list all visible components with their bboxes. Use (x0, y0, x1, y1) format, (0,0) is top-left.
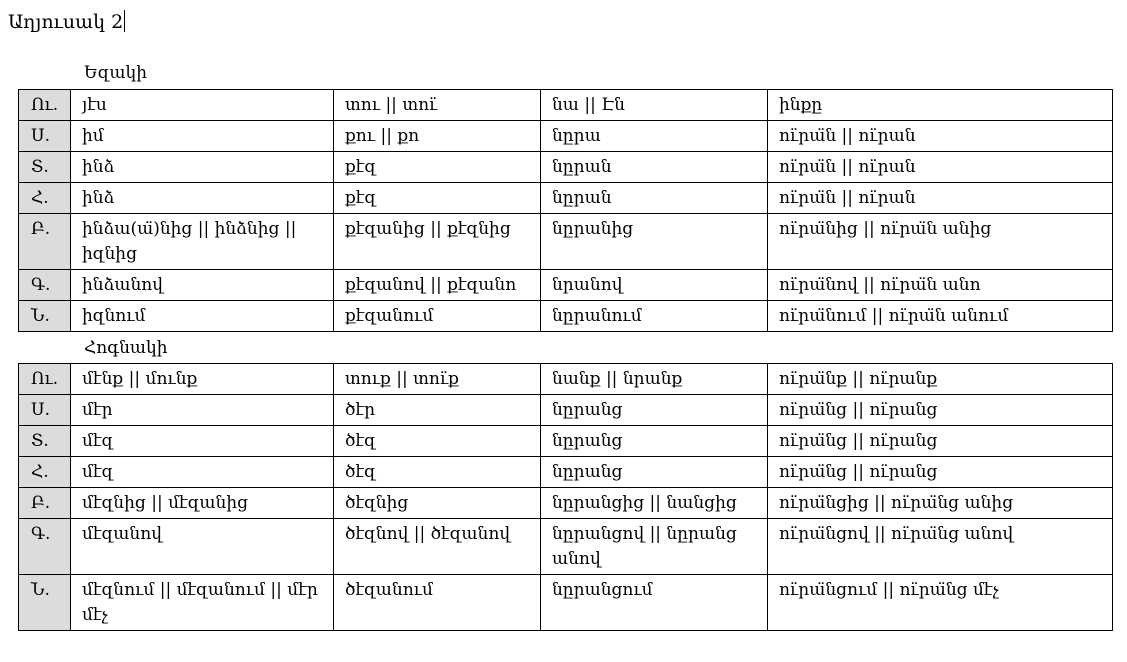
pronoun-form-cell: քէզանում (334, 301, 541, 332)
case-label-cell: Ն. (19, 575, 71, 631)
pronoun-form-cell: ու̈րա̈նում || ու̈րա̈ն անում (768, 301, 1113, 332)
pronoun-form-cell: ծէզ (334, 457, 541, 488)
case-label-cell: Ս. (19, 395, 71, 426)
pronoun-form-cell: մէզանով (71, 519, 334, 575)
pronoun-form-cell: տու || տու̈ (334, 90, 541, 121)
case-label-cell: Ու. (19, 364, 71, 395)
plural-declension-table (18, 363, 1113, 631)
singular-declension-table (18, 89, 1113, 332)
pronoun-form-cell: մէզնից || մէզանից (71, 488, 334, 519)
document-title-text: Աղյուսակ 2 (8, 11, 124, 33)
section-caption-singular: Եզակի (84, 63, 147, 83)
table-row (19, 488, 1113, 519)
pronoun-form-cell: նըրան (541, 152, 768, 183)
pronoun-form-cell: ու̈րա̈ն || ու̈րան (768, 152, 1113, 183)
case-label-cell: Տ. (19, 426, 71, 457)
pronoun-form-cell: քէզանից || քէզնից (334, 214, 541, 270)
pronoun-form-cell: իզնում (71, 301, 334, 332)
pronoun-form-cell: նա || Էն (541, 90, 768, 121)
pronoun-form-cell: նըրա (541, 121, 768, 152)
case-label-cell: Հ. (19, 457, 71, 488)
pronoun-form-cell: նրանով (541, 270, 768, 301)
pronoun-form-cell: նըրանում (541, 301, 768, 332)
pronoun-form-cell: քէզ (334, 183, 541, 214)
pronoun-form-cell: ու̈րա̈ն || ու̈րան (768, 121, 1113, 152)
pronoun-form-cell: նըրանց (541, 395, 768, 426)
pronoun-form-cell: նըրան (541, 183, 768, 214)
section-caption-plural: Հոգնակի (84, 338, 168, 358)
pronoun-form-cell: ու̈րա̈ն || ու̈րան (768, 183, 1113, 214)
document-title[interactable] (8, 10, 125, 34)
plural-table-body (19, 364, 1113, 631)
pronoun-form-cell: յէս (71, 90, 334, 121)
case-label-cell: Ս. (19, 121, 71, 152)
pronoun-form-cell: ու̈րա̈նց || ու̈րանց (768, 395, 1113, 426)
pronoun-form-cell: ծէզնից (334, 488, 541, 519)
table-row (19, 575, 1113, 631)
pronoun-form-cell: մէր (71, 395, 334, 426)
case-label-cell: Բ. (19, 214, 71, 270)
pronoun-form-cell: ու̈րա̈նց || ու̈րանց (768, 457, 1113, 488)
pronoun-form-cell: ինձ (71, 183, 334, 214)
pronoun-form-cell: ու̈րա̈նք || ու̈րանք (768, 364, 1113, 395)
case-label-cell: Տ. (19, 152, 71, 183)
pronoun-form-cell: մէզ (71, 457, 334, 488)
case-label-cell: Հ. (19, 183, 71, 214)
pronoun-form-cell: նըրանցում (541, 575, 768, 631)
table-row (19, 395, 1113, 426)
pronoun-form-cell: ծէզանում (334, 575, 541, 631)
pronoun-form-cell: ինձա(ա̈)նից || ինձնից || իզնից (71, 214, 334, 270)
table-row (19, 457, 1113, 488)
pronoun-form-cell: ու̈րա̈նցում || ու̈րա̈նց մէչ (768, 575, 1113, 631)
pronoun-form-cell: ծէզնով || ծէզանով (334, 519, 541, 575)
pronoun-form-cell: ինձ (71, 152, 334, 183)
table-row (19, 90, 1113, 121)
pronoun-form-cell: իմ (71, 121, 334, 152)
table-row (19, 183, 1113, 214)
table-row (19, 301, 1113, 332)
pronoun-form-cell: նըրանցից || նանցից (541, 488, 768, 519)
pronoun-form-cell: քէզանով || քէզանո (334, 270, 541, 301)
pronoun-form-cell: նըրանց (541, 457, 768, 488)
pronoun-form-cell: մէնք || մունք (71, 364, 334, 395)
table-row (19, 214, 1113, 270)
table-row (19, 121, 1113, 152)
pronoun-form-cell: ծէր (334, 395, 541, 426)
table-row (19, 270, 1113, 301)
pronoun-form-cell: մէզ (71, 426, 334, 457)
case-label-cell: Գ. (19, 270, 71, 301)
pronoun-form-cell: ու̈րա̈նից || ու̈րա̈ն անից (768, 214, 1113, 270)
pronoun-form-cell: ծէզ (334, 426, 541, 457)
pronoun-form-cell: ու̈րա̈նց || ու̈րանց (768, 426, 1113, 457)
pronoun-form-cell: ու̈րա̈նցով || ու̈րա̈նց անով (768, 519, 1113, 575)
pronoun-form-cell: ու̈րա̈նով || ու̈րա̈ն անո (768, 270, 1113, 301)
case-label-cell: Ու. (19, 90, 71, 121)
pronoun-form-cell: նըրանց (541, 426, 768, 457)
pronoun-form-cell: ինձանով (71, 270, 334, 301)
pronoun-form-cell: ու̈րա̈նցից || ու̈րա̈նց անից (768, 488, 1113, 519)
pronoun-form-cell: մէզնում || մէզանում || մէր մէչ (71, 575, 334, 631)
pronoun-form-cell: քէզ (334, 152, 541, 183)
case-label-cell: Ն. (19, 301, 71, 332)
pronoun-form-cell: քու || քո (334, 121, 541, 152)
singular-table-body (19, 90, 1113, 332)
table-row (19, 426, 1113, 457)
pronoun-form-cell: նըրանցով || նըրանց անով (541, 519, 768, 575)
text-cursor (124, 10, 125, 32)
case-label-cell: Բ. (19, 488, 71, 519)
pronoun-form-cell: տուք || տու̈ք (334, 364, 541, 395)
pronoun-form-cell: նըրանից (541, 214, 768, 270)
table-row (19, 364, 1113, 395)
table-row (19, 152, 1113, 183)
pronoun-form-cell: նանք || նրանք (541, 364, 768, 395)
table-row (19, 519, 1113, 575)
case-label-cell: Գ. (19, 519, 71, 575)
pronoun-form-cell: ինքը (768, 90, 1113, 121)
